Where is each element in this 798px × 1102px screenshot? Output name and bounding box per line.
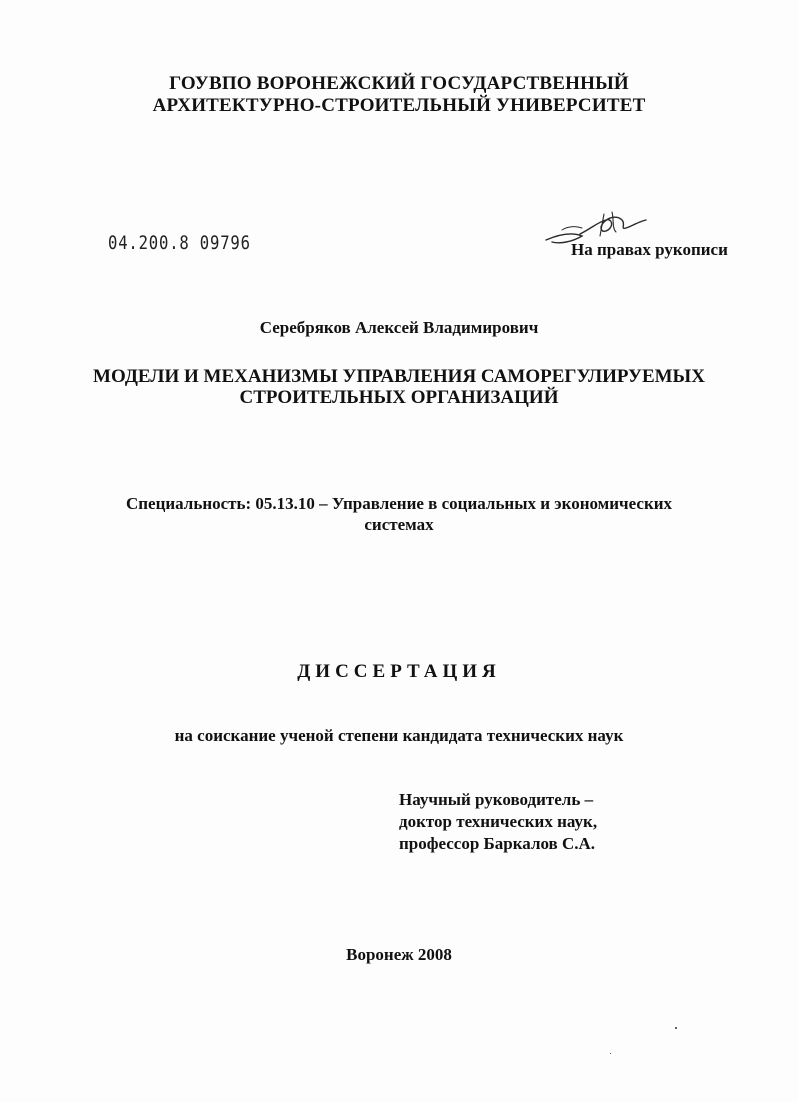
document-type-heading: ДИССЕРТАЦИЯ <box>297 661 501 682</box>
dissertation-title-line-1: МОДЕЛИ И МЕХАНИЗМЫ УПРАВЛЕНИЯ САМОРЕГУЛИРУЕМЫХ <box>93 366 705 387</box>
university-name-line-2: АРХИТЕКТУРНО-СТРОИТЕЛЬНЫЙ УНИВЕРСИТЕТ <box>152 95 646 116</box>
specialty-line-2: системах <box>364 515 434 534</box>
specialty-line-1: Специальность: 05.13.10 – Управление в социальных и экономических <box>125 494 673 513</box>
university-name-line-1: ГОУВПО ВОРОНЕЖСКИЙ ГОСУДАРСТВЕННЫЙ <box>169 73 629 94</box>
dissertation-title-line-2: СТРОИТЕЛЬНЫХ ОРГАНИЗАЦИЙ <box>239 387 559 408</box>
supervisor-role: Научный руководитель – <box>399 790 594 809</box>
inventory-stamp-number: 04.200.8 09796 <box>108 232 251 254</box>
scan-speck <box>610 1053 611 1054</box>
manuscript-rights-note: На правах рукописи <box>571 240 728 259</box>
author-name: Серебряков Алексей Владимирович <box>259 318 539 337</box>
supervisor-degree: доктор технических наук, <box>399 812 598 831</box>
supervisor-name: профессор Баркалов С.А. <box>399 834 596 853</box>
city-and-year: Воронеж 2008 <box>346 945 452 964</box>
degree-statement: на соискание ученой степени кандидата технических наук <box>174 726 624 745</box>
scan-speck <box>675 1027 677 1029</box>
